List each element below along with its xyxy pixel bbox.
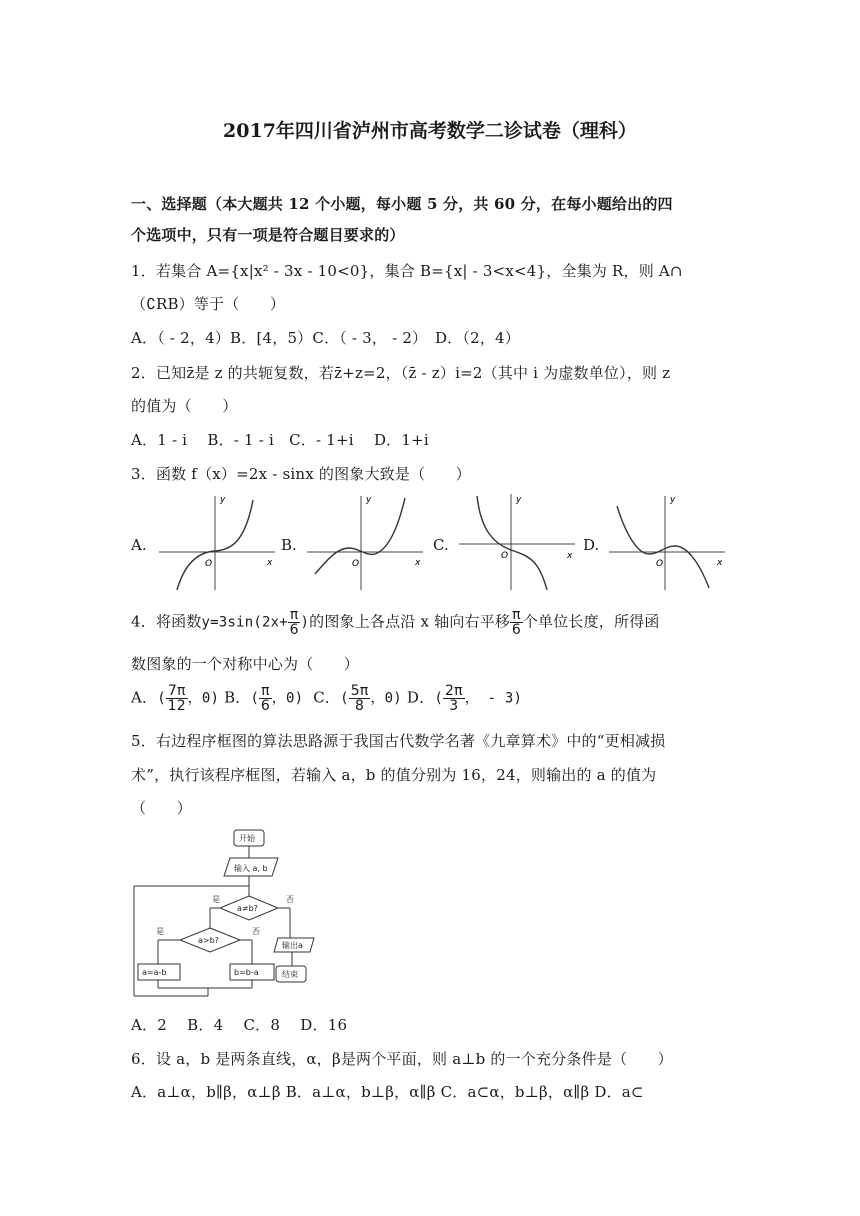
- q4-opt-a-tail: ，0): [187, 690, 220, 707]
- q3-stem: 3．函数 f（x）=2x - sinx 的图象大致是（ ）: [131, 465, 471, 483]
- q3-a-y-label: y: [220, 495, 226, 505]
- q3-b-origin-label: O: [352, 559, 360, 569]
- flow-start: 开始: [239, 834, 255, 843]
- q4-opt-d-fraction: [443, 684, 465, 713]
- flow-cond1: a≠b?: [237, 904, 258, 913]
- q1-stem-line1: 1．若集合 A={x|x² - 3x - 10<0}，集合 B={x| - 3<x<4}，全集为 R，则 A∩: [131, 262, 683, 280]
- q2-stem-line2: 的值为（ ）: [131, 397, 238, 415]
- q3-d-x-label: x: [717, 558, 723, 568]
- flow-yes1: 是: [212, 895, 220, 904]
- q2-options: A．1 - i B．- 1 - i C．- 1+i D．1+i: [131, 431, 429, 449]
- q4-func: y=3sin(2x+: [201, 614, 288, 631]
- q4-func-den: 6: [289, 622, 299, 638]
- flow-yes2: 是: [156, 927, 164, 936]
- q3-graph-a: [159, 492, 279, 592]
- q4-opt-d-num: 2π: [444, 683, 463, 699]
- q4-opt-b-tail: ，0): [271, 690, 304, 707]
- q6-stem: 6．设 a，b 是两条直线，α，β是两个平面，则 a⊥b 的一个充分条件是（ ）: [131, 1050, 673, 1068]
- flow-end: 结束: [282, 970, 298, 979]
- q4-shift-fraction: [510, 608, 523, 637]
- flow-output: 输出a: [282, 941, 303, 950]
- q3-option-c-label: C.: [433, 536, 449, 554]
- page-title: 2017年四川省泸州市高考数学二诊试卷（理科）: [223, 120, 637, 142]
- q4-pre: 4．将函数: [131, 612, 202, 631]
- q4-func-end: ): [300, 614, 310, 631]
- q5-options: A．2 B．4 C．8 D．16: [131, 1016, 348, 1034]
- q4-options: A．( $\frac{7\pi}{12}$ ，0) B．( $\frac{\pi}{6}$ ，0) C．( $\frac{5\pi}{8}$ ，0) D．( $\frac{2\pi}{3}$ ， - 3): [131, 683, 523, 714]
- q5-flowchart: [130, 826, 320, 1006]
- q4-opt-d-den: 3: [449, 698, 459, 714]
- q3-graph-c: [459, 492, 579, 592]
- flow-assign-b: b=b-a: [234, 968, 259, 977]
- q5-stem-line1: 5．右边程序框图的算法思路源于我国古代数学名著《九章算术》中的“更相减损: [131, 732, 666, 750]
- q3-graph-d: [609, 492, 729, 592]
- q4-stem-line2: 数图象的一个对称中心为（ ）: [131, 655, 360, 673]
- q3-a-origin-label: O: [205, 559, 213, 569]
- q3-option-b-label: B.: [281, 536, 297, 554]
- q4-opt-a-den: 12: [167, 698, 186, 714]
- q1-stem-line2: （∁RB）等于（ ）: [131, 295, 286, 313]
- q4-opt-c-fraction: [349, 684, 371, 713]
- flow-no1: 否: [286, 895, 294, 904]
- q3-option-d-label: D.: [583, 536, 600, 554]
- flow-assign-a: a=a-b: [142, 968, 167, 977]
- q4-opt-d-label: D．: [406, 688, 435, 707]
- q4-shift-num: π: [512, 607, 521, 623]
- q4-opt-c-tail: ，0): [370, 690, 402, 707]
- q2-stem-line1: 2．已知z̄是 z 的共轭复数，若z̄+z=2，（z̄ - z）i=2（其中 i 为虚数单位），则 z: [131, 364, 671, 382]
- q4-post: 个单位长度，所得函: [522, 612, 660, 631]
- q3-c-y-label: y: [516, 495, 522, 505]
- q4-opt-c-num: 5π: [350, 683, 369, 699]
- q5-stem-line3: （ ）: [131, 799, 192, 817]
- q6-options: A．a⊥α，b∥β，α⊥β B．a⊥α，b⊥β，α∥β C．a⊂α，b⊥β，α∥β D．a⊂: [131, 1083, 644, 1101]
- q4-opt-b-den: 6: [260, 698, 271, 714]
- q4-opt-a-fraction: [166, 684, 188, 713]
- q3-b-x-label: x: [415, 558, 421, 568]
- q4-mid: 的图象上各点沿 x 轴向右平移: [309, 612, 511, 631]
- q3-c-x-label: x: [567, 551, 573, 561]
- flow-cond2: a>b?: [198, 936, 219, 945]
- q1-options: A．（ - 2，4）B．[4，5）C．（ - 3， - 2） D．（2，4）: [131, 329, 520, 347]
- q3-b-y-label: y: [366, 495, 372, 505]
- q3-graph-options: [131, 492, 731, 602]
- q4-opt-b-num: π: [261, 683, 270, 699]
- q3-d-y-label: y: [670, 495, 676, 505]
- q4-opt-a-num: 7π: [167, 683, 186, 699]
- q4-opt-d-tail: ， - 3): [464, 690, 523, 707]
- q4-func-fraction: [288, 608, 301, 637]
- q4-func-num: π: [289, 607, 299, 623]
- q4-opt-b-fraction: [259, 684, 272, 713]
- q4-opt-c-den: 8: [355, 698, 365, 714]
- q3-option-a-label: A.: [131, 536, 147, 554]
- flow-input: 输入 a, b: [234, 864, 268, 873]
- q4-opt-a-label: A．: [131, 688, 158, 707]
- q4-stem-line1: [131, 608, 731, 637]
- q3-a-x-label: x: [267, 558, 273, 568]
- q4-opt-c-label: C．: [313, 688, 341, 707]
- q4-opt-b-label: B．: [224, 688, 251, 707]
- q3-graph-b: [307, 492, 427, 592]
- section-header-line1: 一、选择题（本大题共 12 个小题，每小题 5 分，共 60 分，在每小题给出的四: [131, 195, 673, 213]
- q3-d-origin-label: O: [656, 559, 664, 569]
- section-header-line2: 个选项中，只有一项是符合题目要求的）: [131, 226, 405, 244]
- q5-stem-line2: 术”，执行该程序框图，若输入 a，b 的值分别为 16，24，则输出的 a 的值为: [131, 766, 657, 784]
- flow-no2: 否: [252, 927, 260, 936]
- q3-c-origin-label: O: [501, 551, 509, 561]
- q4-shift-den: 6: [511, 622, 521, 638]
